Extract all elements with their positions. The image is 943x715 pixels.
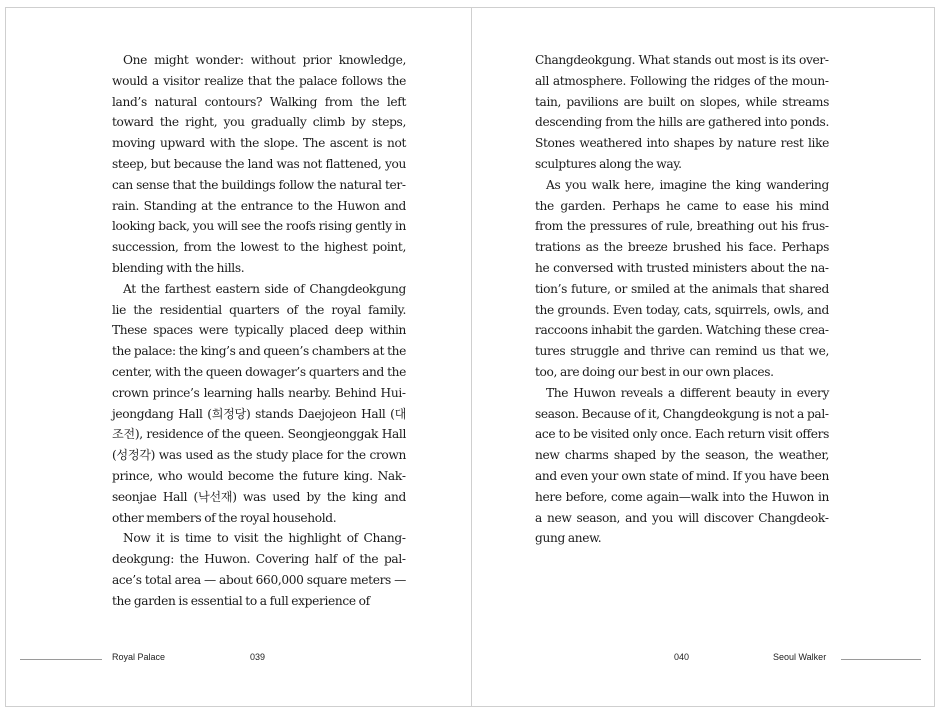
page-gutter — [471, 7, 472, 707]
page-number-right: 040 — [674, 652, 690, 662]
footer-rule-right — [841, 659, 921, 660]
paragraph: As you walk here, imagine the king wandering the garden. Perhaps he came to ease his mind from the pressures of rule, breathing out his frustrations as the breeze brushed his face. Perhaps he conversed with trusted ministers about the nation’s future, or smiled at the animals that shared the grounds. Even today, cats, squirrels, owls, and raccoons inhabit the garden. Watching these creatures struggle and thrive can remind us that we, too, are doing our best in our own places. — [535, 177, 829, 379]
right-page-body — [535, 50, 829, 549]
paragraph: One might wonder: without prior knowledge, would a visitor realize that the palace follows the land’s natural contours? Walking from the left toward the right, you gradually climb by steps, moving upward with the slope. The ascent is not steep, but because the land was not flattened, you can sense that the buildings follow the natural terrain. Standing at the entrance to the Huwon and looking back, you will see the roofs rising gently in succession, from the lowest to the highest point, blending with the hills. — [112, 53, 406, 275]
paragraph: The Huwon reveals a different beauty in every season. Because of it, Changdeokgung is not a palace to be visited only once. Each return visit offers new charms shaped by the season, the weather, and even your own state of mind. If you have been here before, come again—walk into the Huwon in a new season, and you will discover Changdeokgung anew. — [535, 385, 829, 546]
left-page-body — [112, 50, 406, 612]
footer-rule-left — [20, 659, 102, 660]
paragraph: Changdeokgung. What stands out most is its overall atmosphere. Following the ridges of the mountain, pavilions are built on slopes, while streams descending from the hills are gathered into ponds. Stones weathered into shapes by nature rest like sculptures along the way. — [535, 53, 829, 171]
paragraph: Now it is time to visit the highlight of Changdeokgung: the Huwon. Covering half of the palace’s total area — about 660,000 square meters — the garden is essential to a full experience of — [112, 531, 406, 608]
page-number-left: 039 — [250, 652, 266, 662]
footer-section-right: Seoul Walker — [773, 652, 827, 662]
footer-section-left: Royal Palace — [112, 652, 166, 662]
paragraph: At the farthest eastern side of Changdeokgung lie the residential quarters of the royal family. These spaces were typically placed deep within the palace: the king’s and queen’s chambers at the center, with the queen dowager’s quarters and the crown prince’s learning halls nearby. Behind Huijeongdang Hall (희정당) stands Daejojeon Hall (대조전), residence of the queen. Seongjeonggak Hall (성정각) was used as the study place for the crown prince, who would become the future king. Nakseonjae Hall (낙선재) was used by the king and other members of the royal household. — [112, 281, 406, 525]
